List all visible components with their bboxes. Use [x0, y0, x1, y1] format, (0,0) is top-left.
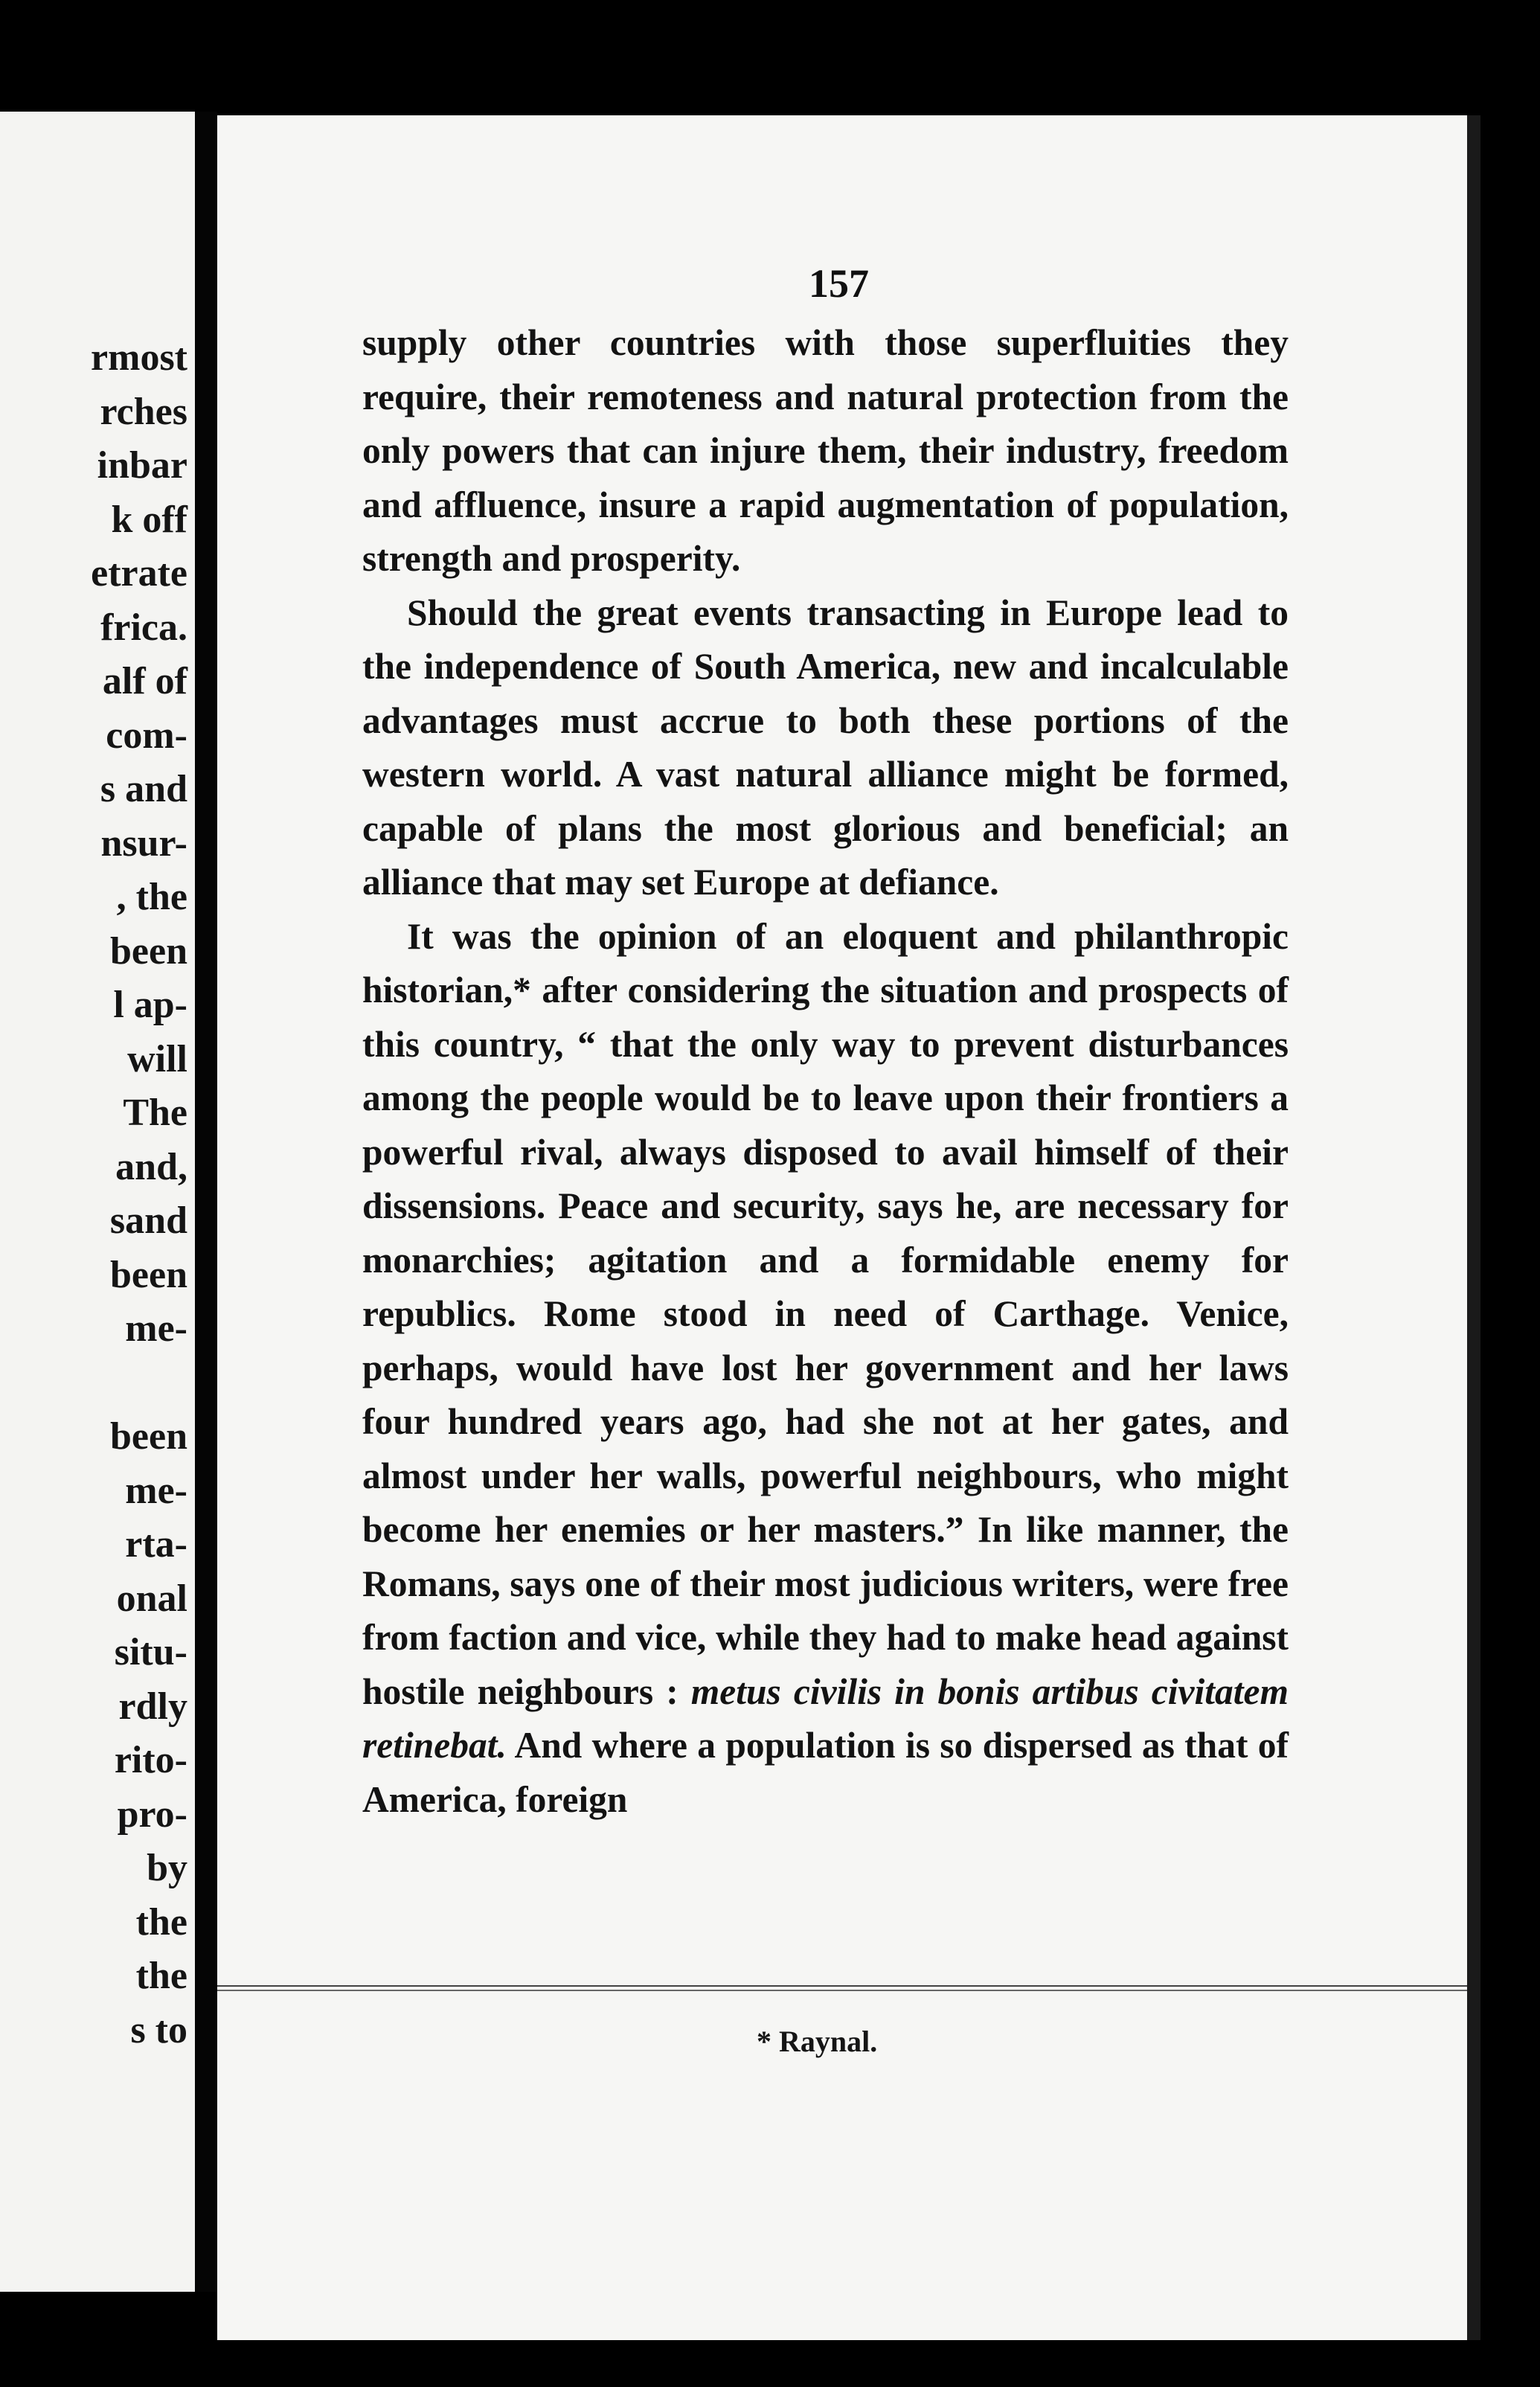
left-page-line-fragment: will	[127, 1037, 187, 1080]
left-page-line-fragment: been	[110, 929, 187, 973]
page-number: 157	[809, 261, 869, 306]
previous-page-fragment	[0, 112, 197, 2292]
paragraph-2: Should the great events transacting in Europe lead to the independence of South America, new and incalculable advantages must accrue to both these portions of the western world. A vast natural alliance might be formed, capable of plans the most glorious and beneficial; an alliance that may set Europe at defiance.	[362, 592, 1289, 903]
left-page-line-fragment: k off	[111, 498, 187, 541]
footnote: * Raynal.	[757, 2025, 878, 2058]
left-page-line-fragment: s and	[100, 768, 187, 810]
left-page-line-fragment: the	[135, 1900, 187, 1944]
left-page-line-fragment: alf of	[102, 660, 187, 702]
left-page-line-fragment: been	[110, 1253, 187, 1296]
paragraph-3-text: It was the opinion of an eloquent and philanthropic historian,* after considering the situation and prospects of this country, “ that the only way to prevent disturbances among the people would be to leave upon their frontiers a powerful rival, always disposed to avail himself of their dissensions. Peace and security, says he, are necessary for monarchies; agitation and a formidable enemy for republics. Rome stood in need of Carthage. Venice, perhaps, would have lost her government and her laws four hundred years ago, had she not at her gates, and almost under her walls, powerful neighbours, who might become her enemies or her masters.” In like manner, the Romans, says one of their most judicious writers, were free from faction and vice, while they had to make head against hostile neighbours :	[362, 915, 1289, 1712]
book-gutter	[195, 112, 217, 2292]
footnote-rule	[217, 1985, 1467, 1991]
paragraph-3	[362, 910, 1289, 1827]
left-page-line-fragment: etrate	[91, 552, 187, 595]
left-page-line-fragment: situ-	[114, 1631, 187, 1673]
left-page-line-fragment: me-	[125, 1307, 187, 1350]
left-page-line-fragment: rches	[100, 390, 187, 433]
left-page-line-fragment: rdly	[118, 1685, 187, 1728]
left-page-line-fragment: rmost	[91, 336, 187, 379]
left-page-line-fragment: inbar	[97, 444, 187, 487]
left-page-line-fragment: frica.	[100, 606, 187, 649]
left-page-line-fragment: , the	[116, 876, 187, 918]
left-page-line-fragment: pro-	[117, 1792, 187, 1836]
page-edge	[1467, 115, 1480, 2340]
latin-quotation: metus civilis in bonis artibus civitatem retinebat.	[362, 1670, 1289, 1766]
left-page-line-fragment: sand	[109, 1199, 187, 1242]
left-page-line-fragment: me-	[125, 1469, 187, 1512]
paragraph-3-continuation: And where a population is so dispersed as that of America, foreign	[362, 1725, 1289, 1820]
left-page-line-fragment: l ap-	[113, 984, 187, 1026]
left-page-line-fragment: by	[147, 1847, 187, 1889]
left-page-line-fragment: the	[135, 1955, 187, 1997]
left-page-line-fragment: rito-	[114, 1739, 187, 1781]
left-page-line-fragment: The	[123, 1092, 187, 1134]
page-body	[362, 316, 1289, 1827]
left-page-line-fragment: and,	[115, 1145, 187, 1188]
left-page-line-fragment: nsur-	[100, 821, 187, 865]
left-page-line-fragment: com-	[106, 714, 187, 757]
left-page-line-fragment: onal	[116, 1577, 187, 1620]
paragraph-1: supply other countries with those superfluities they require, their remoteness and natural protection from the only powers that can injure them, their industry, freedom and affluence, insure a rapid augmentation of population, strength and prosperity.	[362, 322, 1289, 579]
left-page-line-fragment: s to	[130, 2008, 187, 2051]
left-page-line-fragment: been	[110, 1415, 187, 1458]
scan-border-top	[0, 0, 1540, 112]
book-page	[217, 115, 1467, 2340]
left-page-line-fragment: rta-	[125, 1523, 187, 1566]
